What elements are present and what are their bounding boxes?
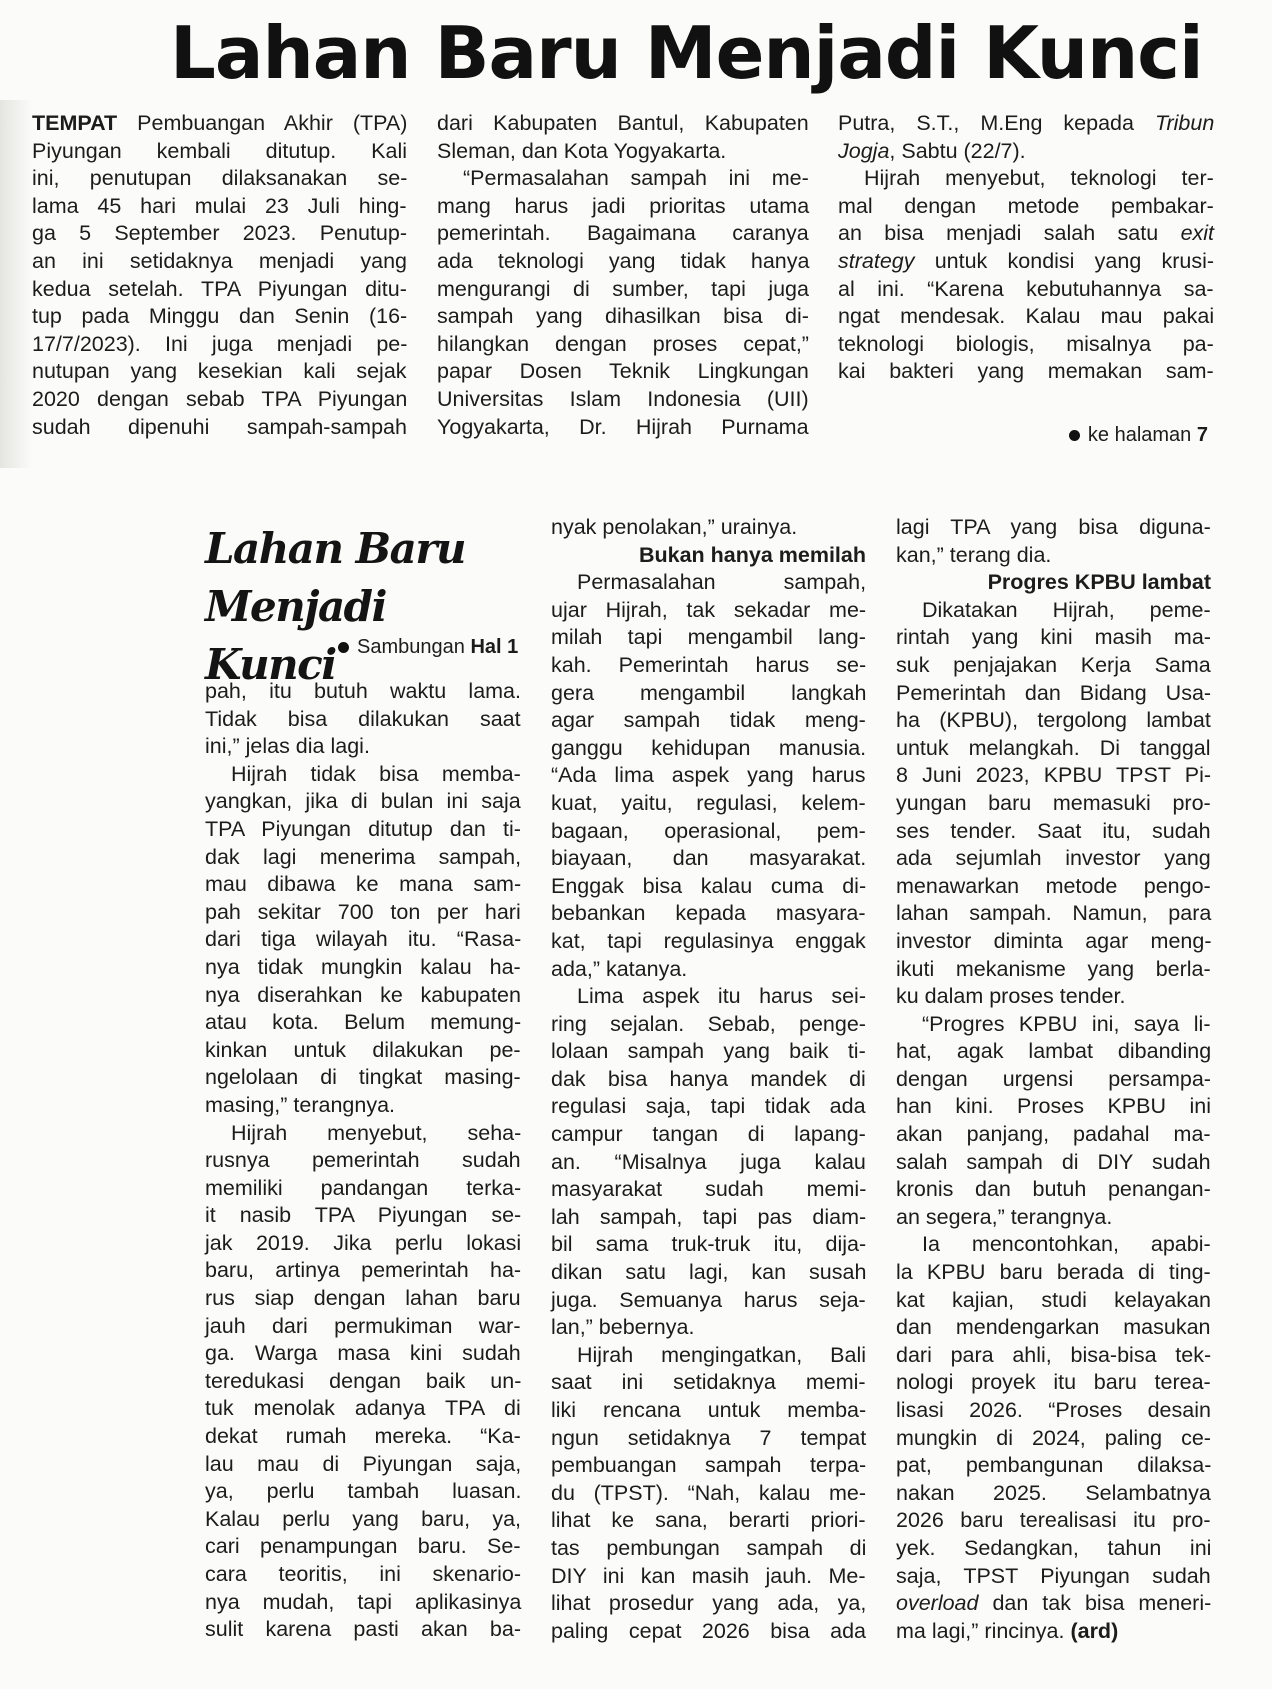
text-line: yek. Sedangkan, tahun ini (896, 1535, 1212, 1560)
text-line: Lima aspek itu harus sei- (577, 984, 866, 1009)
text-line: Hijrah mengingatkan, Bali (577, 1342, 866, 1367)
text-line: biayaan, dan masyarakat. (551, 846, 867, 871)
text-line: ya, perlu tambah luasan. (205, 1479, 522, 1504)
text-line: jauh dari permukiman war- (205, 1313, 521, 1338)
text-line: nyak penolakan,” urainya. (551, 515, 798, 539)
text-span: 17/7/2023). Ini juga menjadi pe- (32, 331, 408, 356)
text-span: Piyungan kembali ditutup. Kali (32, 138, 408, 163)
text-line: ngelolaan di tingkat masing- (205, 1065, 521, 1090)
text-line: dari Kabupaten Bantul, Kabupaten (437, 111, 809, 135)
text-line (32, 220, 407, 248)
text-line: investor diminta agar meng- (896, 928, 1212, 953)
text-line: tuk menolak adanya TPA di (205, 1396, 521, 1421)
text-line: gera mengambil langkah (551, 680, 867, 705)
text-span: ga 5 September 2023. Penutup- (32, 221, 407, 246)
text-line: nya diserahkan ke kabupaten (205, 982, 521, 1007)
text-line: nologi proyek itu baru terea- (896, 1370, 1211, 1395)
text-line: saja, TPST Piyungan sudah (896, 1563, 1211, 1588)
text-line: Dikatakan Hijrah, peme- (922, 597, 1211, 622)
text-line: la KPBU baru berada di ting- (896, 1260, 1211, 1285)
text-line: ring sejalan. Sebab, penge- (551, 1011, 866, 1036)
text-line: hat, agak lambat dibanding (896, 1039, 1212, 1064)
italic-word: overload (896, 1591, 979, 1616)
text-line: kuat, yaitu, regulasi, kelem- (551, 790, 866, 815)
text-span: tup pada Minggu dan Senin (16- (32, 304, 408, 329)
text-line: Tidak bisa dilakukan saat (205, 706, 521, 731)
text-line: rusnya pemerintah sudah (205, 1148, 521, 1173)
headline: Lahan Baru Menjadi Kunci (170, 11, 1203, 95)
text-span: ma lagi,” rincinya. (896, 1618, 1071, 1643)
text-line: ada teknologi yang tidak hanya (437, 248, 810, 273)
text-line: baru, artinya pemerintah ha- (205, 1258, 522, 1283)
continued-on-page: ke halaman 7 (1069, 424, 1208, 447)
text-line (896, 1590, 1211, 1618)
text-line: DIY ini kan masih jauh. Me- (551, 1563, 866, 1588)
text-line (32, 303, 407, 331)
text-line (32, 165, 407, 193)
text-line: sulit karena pasti akan ba- (205, 1617, 521, 1642)
text-span: nutupan yang kesekian kali sejak (32, 359, 407, 384)
text-line: lahan sampah. Namun, para (896, 901, 1212, 926)
text-line: pah sekitar 700 ton per hari (205, 899, 521, 924)
text-line: untuk melangkah. Di tanggal (896, 735, 1211, 760)
text-line: mau dibawa ke mana sam- (205, 872, 522, 897)
bullet-icon (1069, 430, 1080, 441)
text-line: lah sampah, tapi pas diam- (551, 1204, 867, 1229)
text-line: “Progres KPBU ini, saya li- (922, 1011, 1211, 1036)
text-line: kronis dan butuh penangan- (896, 1177, 1211, 1202)
text-span: kedua setelah. TPA Piyungan ditu- (32, 276, 407, 301)
text-line: papar Dosen Teknik Lingkungan (437, 359, 809, 384)
text-line: menawarkan metode pengo- (896, 873, 1211, 898)
top-column-2 (437, 110, 809, 441)
text-line: lolaan sampah yang baik ti- (551, 1039, 866, 1064)
text-line: Pemerintah dan Bidang Usa- (896, 680, 1212, 705)
text-line: sampah yang dihasilkan bisa di- (437, 304, 809, 329)
text-line: ku dalam proses tender. (896, 984, 1126, 1009)
text-span: ini, penutupan dilaksanakan se- (32, 166, 408, 191)
text-line: hilangkan dengan proses cepat,” (437, 331, 809, 356)
text-line: juga. Semuanya harus seja- (551, 1287, 866, 1312)
text-line: an. “Misalnya juga kalau (551, 1149, 866, 1174)
text-line: suk penjajakan Kerja Sama (896, 652, 1211, 677)
text-line (896, 1618, 1211, 1646)
text-line: yungan baru memasuki pro- (896, 790, 1211, 815)
text-line: du (TPST). “Nah, kalau me- (551, 1480, 867, 1505)
text-line: “Permasalahan sampah ini me- (463, 166, 809, 191)
text-line: dari tiga wilayah itu. “Rasa- (205, 927, 522, 952)
text-span: an ini setidaknya menjadi yang (32, 248, 408, 273)
author-byline: (ard) (1070, 1618, 1119, 1643)
text-line: cari penampungan baru. Se- (205, 1534, 521, 1559)
text-line: pembuangan sampah terpa- (551, 1453, 867, 1478)
text-line: it nasib TPA Piyungan se- (205, 1203, 522, 1228)
text-line: ikuti mekanisme yang berla- (896, 956, 1211, 981)
text-line: 8 Juni 2023, KPBU TPST Pi- (896, 763, 1212, 788)
text-line: bil sama truk-truk itu, dija- (551, 1232, 867, 1257)
inner-column-1 (205, 678, 521, 1644)
text-span: sudah dipenuhi sampah-sampah (32, 414, 407, 439)
text-line: kinkan untuk dilakukan pe- (205, 1037, 521, 1062)
text-line: Yogyakarta, Dr. Hijrah Purnama (437, 414, 809, 439)
text-line: mengurangi di sumber, tapi juga (437, 276, 809, 301)
text-line: kan,” terang dia. (896, 542, 1052, 567)
text-line (32, 248, 407, 276)
text-line (32, 138, 407, 166)
text-line: Hijrah menyebut, seha- (231, 1120, 522, 1145)
text-line (32, 414, 407, 442)
text-line: dak lagi menerima sampah, (205, 844, 522, 869)
text-line: cara teoritis, ini skenario- (205, 1562, 521, 1586)
text-span: Pembuangan Akhir (TPA) (117, 111, 408, 135)
text-line: lau mau di Piyungan saja, (205, 1451, 522, 1476)
text-line: dari para ahli, bisa-bisa tek- (896, 1342, 1212, 1367)
text-line: dengan urgensi persampa- (896, 1066, 1211, 1091)
text-line: nakan 2025. Selambatnya (896, 1480, 1211, 1505)
text-line (32, 386, 407, 414)
text-line: Enggak bisa kalau cuma di- (551, 873, 867, 898)
text-line: salah sampah di DIY sudah (896, 1149, 1211, 1174)
text-line: mang harus jadi prioritas utama (437, 193, 810, 218)
lead-word: TEMPAT (32, 111, 118, 135)
text-line: lan,” bebernya. (551, 1315, 695, 1340)
bullet-icon (338, 642, 349, 653)
text-span: lama 45 hari mulai 23 Juli hing- (32, 193, 407, 218)
text-line: nya tidak mungkin kalau ha- (205, 954, 521, 979)
text-line: Hijrah tidak bisa memba- (231, 761, 521, 786)
text-line: nya mudah, tapi aplikasinya (205, 1589, 522, 1614)
text-line: han kini. Proses KPBU ini (896, 1094, 1211, 1119)
text-line: regulasi saja, tapi tidak ada (551, 1094, 866, 1119)
text-line: ada,” katanya. (551, 956, 688, 981)
continuation-from: Sambungan Hal 1 (338, 636, 518, 659)
text-line: saat ini setidaknya memi- (551, 1370, 866, 1395)
text-line (32, 331, 407, 359)
inner-column-3 (896, 514, 1211, 1645)
scan-shadow (0, 100, 32, 468)
text-line: masing,” terangnya. (205, 1092, 396, 1117)
text-line: kah. Pemerintah harus se- (551, 652, 867, 677)
inner-column-2 (551, 514, 866, 1645)
text-line: dekat rumah mereka. “Ka- (205, 1424, 521, 1449)
text-line: Permasalahan sampah, (577, 570, 867, 595)
text-line: dan mendengarkan masukan (896, 1315, 1211, 1340)
text-line: bagaan, operasional, pem- (551, 818, 866, 843)
text-line: tas pembungan sampah di (551, 1535, 867, 1560)
text-line: masyarakat sudah memi- (551, 1177, 867, 1202)
text-line: “Ada lima aspek yang harus (551, 763, 866, 788)
text-line (32, 110, 407, 138)
text-line: atau kota. Belum memung- (205, 1010, 522, 1035)
text-line: 2026 baru terealisasi itu pro- (896, 1508, 1211, 1533)
top-column-1 (32, 110, 407, 441)
text-line: Ia mencontohkan, apabi- (922, 1232, 1211, 1257)
text-line: Sleman, dan Kota Yogyakarta. (437, 138, 727, 163)
text-line: yangkan, jika di bulan ini saja (205, 789, 521, 814)
text-line: lisasi 2026. “Proses desain (896, 1398, 1211, 1422)
text-line: ada sejumlah investor yang (896, 846, 1211, 871)
text-line: ha (KPBU), tergolong lambat (896, 708, 1211, 733)
text-line: teredukasi dengan baik un- (205, 1368, 522, 1393)
text-line: ujar Hijrah, tak sekadar me- (551, 597, 867, 622)
text-line: lagi TPA yang bisa diguna- (896, 515, 1211, 539)
text-line: ga. Warga masa kini sudah (205, 1341, 521, 1366)
text-line (32, 276, 407, 304)
text-line: ngun setidaknya 7 tempat (551, 1425, 867, 1450)
text-line: paling cepat 2026 bisa ada (551, 1618, 867, 1643)
text-line: pah, itu butuh waktu lama. (205, 679, 521, 703)
text-line: campur tangan di lapang- (551, 1122, 866, 1147)
subheading: Bukan hanya memilah (638, 542, 866, 567)
continuation-title: Lahan Baru Menjadi Kunci (205, 524, 466, 689)
text-line: lihat ke sana, berarti priori- (551, 1508, 866, 1533)
text-line: memiliki pandangan terka- (205, 1175, 522, 1200)
text-line: kat, tapi regulasinya enggak (551, 928, 866, 953)
text-line: akan panjang, padahal ma- (896, 1122, 1211, 1147)
text-line: TPA Piyungan ditutup dan ti- (205, 816, 521, 841)
text-line: jak 2019. Jika perlu lokasi (205, 1230, 522, 1255)
text-line (32, 193, 407, 221)
text-line: agar sampah tidak meng- (551, 708, 866, 733)
top-column-3: Putra, S.T., M.Eng kepada Tribun Jogja, Sabtu (22/7). Hijrah menyebut, teknologi ter- mal dengan metode pembakar- an bisa menjadi salah satu exit strategy untuk kondisi yang krusi- al ini. “Karena kebutuhannya sa- ngat mendesak. Kalau mau pakai teknologi biologis, misalnya pa- kai bakteri yang memakan sam- (838, 111, 1215, 384)
text-line: an segera,” terangnya. (896, 1204, 1113, 1229)
text-line: dak bisa hanya mandek di (551, 1066, 866, 1091)
text-line: kat kajian, studi kelayakan (896, 1287, 1211, 1312)
text-line: rintah yang kini masih ma- (896, 625, 1211, 650)
text-line: lihat prosedur yang ada, ya, (551, 1591, 867, 1616)
text-line: ganggu kehidupan manusia. (551, 735, 867, 760)
text-line: Kalau perlu yang baru, ya, (205, 1506, 521, 1531)
text-line: Universitas Islam Indonesia (UII) (437, 386, 809, 411)
text-line: pat, pembangunan dilaksa- (896, 1453, 1212, 1478)
text-span: dan tak bisa meneri- (978, 1591, 1212, 1616)
subheading: Progres KPBU lambat (987, 570, 1211, 595)
text-line: rus siap dengan lahan baru (205, 1286, 521, 1311)
text-line: liki rencana untuk memba- (551, 1398, 867, 1422)
text-line: dikan satu lagi, kan susah (551, 1260, 867, 1285)
text-line: ses tender. Saat itu, sudah (896, 818, 1211, 843)
text-line: ini,” jelas dia lagi. (205, 734, 370, 759)
text-line: mungkin di 2024, paling ce- (896, 1425, 1211, 1450)
text-line: pemerintah. Bagaimana caranya (437, 221, 809, 246)
text-span: 2020 dengan sebab TPA Piyungan (32, 386, 408, 411)
text-line (32, 358, 407, 386)
text-line: bebankan kepada masyara- (551, 901, 866, 926)
text-line: milah tapi mengambil lang- (551, 625, 866, 650)
